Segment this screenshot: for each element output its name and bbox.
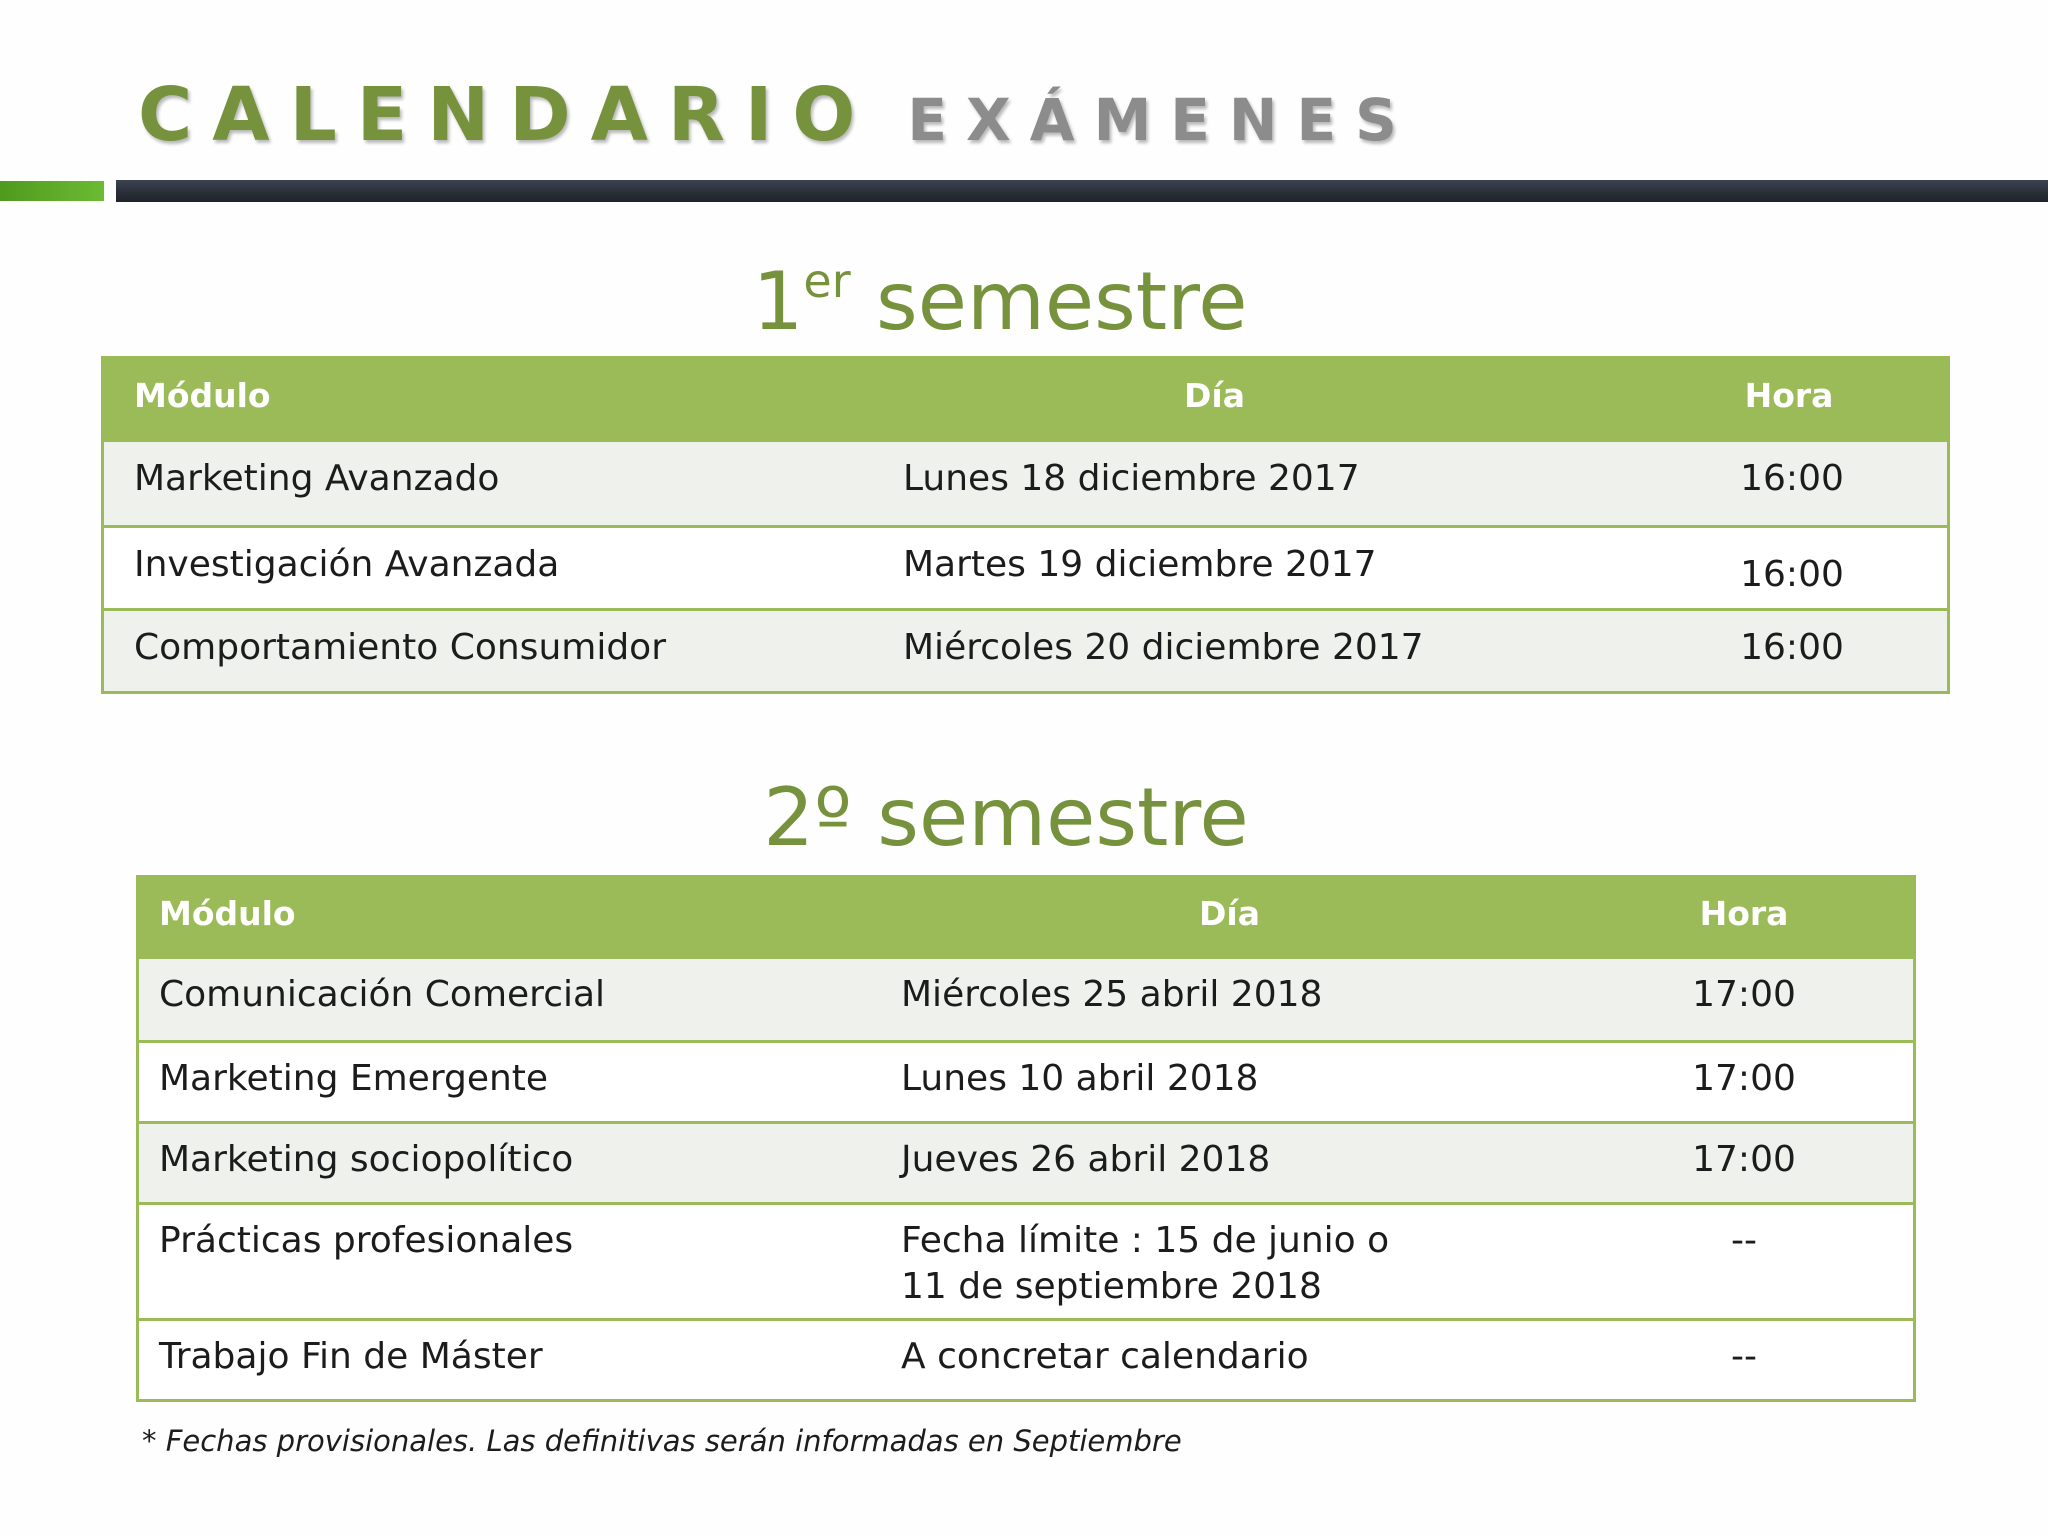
cell-hora: 17:00 bbox=[1692, 1139, 1796, 1180]
cell-dia: Miércoles 20 diciembre 2017 bbox=[903, 627, 1424, 668]
table-row bbox=[139, 1318, 1913, 1399]
column-header-hora: Hora bbox=[1744, 376, 1834, 415]
cell-modulo: Comportamiento Consumidor bbox=[134, 627, 667, 668]
semester1-table bbox=[101, 356, 1950, 694]
cell-modulo: Investigación Avanzada bbox=[134, 544, 560, 585]
header-divider-bar bbox=[116, 180, 2048, 202]
cell-dia: Martes 19 diciembre 2017 bbox=[903, 544, 1377, 585]
semester1-heading bbox=[0, 254, 2024, 348]
semester1-heading-sup: er bbox=[803, 254, 851, 308]
cell-hora: 17:00 bbox=[1692, 974, 1796, 1015]
cell-dia: Lunes 10 abril 2018 bbox=[901, 1058, 1259, 1099]
table-row bbox=[104, 442, 1947, 525]
cell-modulo: Marketing Emergente bbox=[159, 1058, 549, 1099]
cell-modulo: Comunicación Comercial bbox=[159, 974, 606, 1015]
cell-dia: Jueves 26 abril 2018 bbox=[901, 1139, 1271, 1180]
semester1-heading-number: 1 bbox=[752, 255, 804, 348]
table-row bbox=[139, 1202, 1913, 1318]
semester2-heading: 2º semestre bbox=[763, 771, 1249, 864]
column-header-modulo: Módulo bbox=[134, 376, 271, 415]
table-row bbox=[139, 959, 1913, 1040]
cell-hora: -- bbox=[1731, 1220, 1757, 1261]
cell-dia: Fecha límite : 15 de junio o 11 de septiembre 2018 bbox=[901, 1220, 1390, 1307]
semester2-table bbox=[136, 875, 1916, 1402]
table-row bbox=[104, 525, 1947, 608]
cell-hora: 16:00 bbox=[1740, 554, 1844, 595]
cell-dia: A concretar calendario bbox=[901, 1336, 1309, 1377]
table-row bbox=[139, 1121, 1913, 1202]
column-header-modulo: Módulo bbox=[159, 894, 296, 933]
semester1-heading-word: semestre bbox=[876, 255, 1248, 348]
table-header-row bbox=[104, 359, 1947, 442]
cell-modulo: Marketing Avanzado bbox=[134, 458, 500, 499]
cell-modulo: Trabajo Fin de Máster bbox=[159, 1336, 543, 1377]
column-header-dia: Día bbox=[1199, 894, 1260, 933]
header-accent-bar bbox=[0, 181, 104, 201]
footnote: * Fechas provisionales. Las definitivas serán informadas en Septiembre bbox=[142, 1424, 1182, 1458]
cell-hora: 16:00 bbox=[1740, 458, 1844, 499]
title-sub: EXÁMENES bbox=[907, 86, 1416, 154]
page-title bbox=[138, 72, 1416, 172]
column-header-dia: Día bbox=[1184, 376, 1245, 415]
table-header-row bbox=[139, 878, 1913, 959]
cell-modulo: Prácticas profesionales bbox=[159, 1220, 574, 1261]
cell-hora: 17:00 bbox=[1692, 1058, 1796, 1099]
column-header-hora: Hora bbox=[1699, 894, 1789, 933]
cell-dia: Lunes 18 diciembre 2017 bbox=[903, 458, 1360, 499]
cell-dia: Miércoles 25 abril 2018 bbox=[901, 974, 1323, 1015]
table-row bbox=[104, 608, 1947, 691]
cell-hora: 16:00 bbox=[1740, 627, 1844, 668]
cell-modulo: Marketing sociopolítico bbox=[159, 1139, 574, 1180]
title-main: CALENDARIO bbox=[138, 72, 876, 158]
table-row bbox=[139, 1040, 1913, 1121]
cell-hora: -- bbox=[1731, 1336, 1757, 1377]
